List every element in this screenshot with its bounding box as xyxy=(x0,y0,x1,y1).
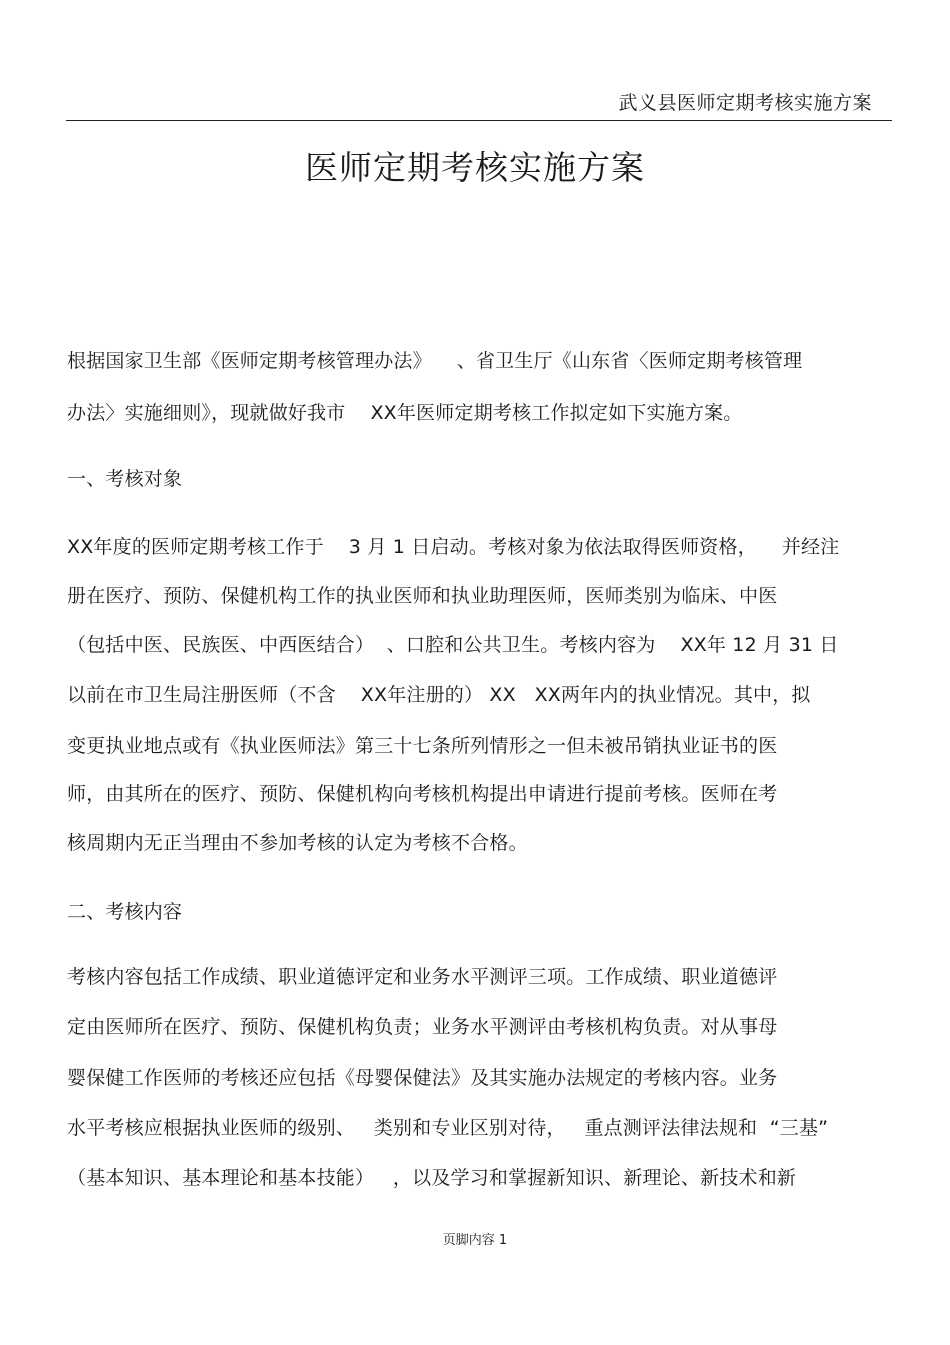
paragraph-2-line-2: 定由医师所在医疗、预防、保健机构负责；业务水平测评由考核机构负责。对从事母 xyxy=(67,1016,778,1038)
paragraph-1-line-6: 师，由其所在的医疗、预防、保健机构向考核机构提出申请进行提前考核。医师在考 xyxy=(67,783,778,805)
running-title: 武义县医师定期考核实施方案 xyxy=(618,92,872,114)
paragraph-intro-line-1: 根据国家卫生部《医师定期考核管理办法》 、省卫生厅《山东省〈医师定期考核管理 xyxy=(67,350,803,372)
paragraph-2-line-5: （基本知识、基本理论和基本技能） ，以及学习和掌握新知识、新理论、新技术和新 xyxy=(67,1167,797,1189)
paragraph-2-line-1: 考核内容包括工作成绩、职业道德评定和业务水平测评三项。工作成绩、职业道德评 xyxy=(67,966,778,988)
paragraph-intro-line-2: 办法〉实施细则》，现就做好我市 XX年医师定期考核工作拟定如下实施方案。 xyxy=(67,402,743,424)
section-heading-1: 一、考核对象 xyxy=(67,468,183,490)
document-title: 医师定期考核实施方案 xyxy=(305,148,645,187)
paragraph-1-line-4: 以前在市卫生局注册医师（不含 XX年注册的） XX XX两年内的执业情况。其中，拟 xyxy=(67,684,811,706)
page-footer: 页脚内容 1 xyxy=(442,1233,508,1248)
section-heading-2: 二、考核内容 xyxy=(67,901,183,923)
header-divider xyxy=(66,120,892,121)
paragraph-2-line-3: 婴保健工作医师的考核还应包括《母婴保健法》及其实施办法规定的考核内容。业务 xyxy=(67,1067,778,1089)
paragraph-1-line-7: 核周期内无正当理由不参加考核的认定为考核不合格。 xyxy=(67,832,528,854)
paragraph-1-line-2: 册在医疗、预防、保健机构工作的执业医师和执业助理医师，医师类别为临床、中医 xyxy=(67,585,778,607)
paragraph-2-line-4: 水平考核应根据执业医师的级别、 类别和专业区别对待， 重点测评法律法规和 “三基” xyxy=(67,1117,829,1139)
paragraph-1-line-1: XX年度的医师定期考核工作于 3 月 1 日启动。考核对象为依法取得医师资格， 并经注 xyxy=(67,536,840,558)
paragraph-1-line-3: （包括中医、民族医、中西医结合） 、口腔和公共卫生。考核内容为 XX年 12 月 31 日 xyxy=(67,634,839,656)
paragraph-1-line-5: 变更执业地点或有《执业医师法》第三十七条所列情形之一但未被吊销执业证书的医 xyxy=(67,735,778,757)
